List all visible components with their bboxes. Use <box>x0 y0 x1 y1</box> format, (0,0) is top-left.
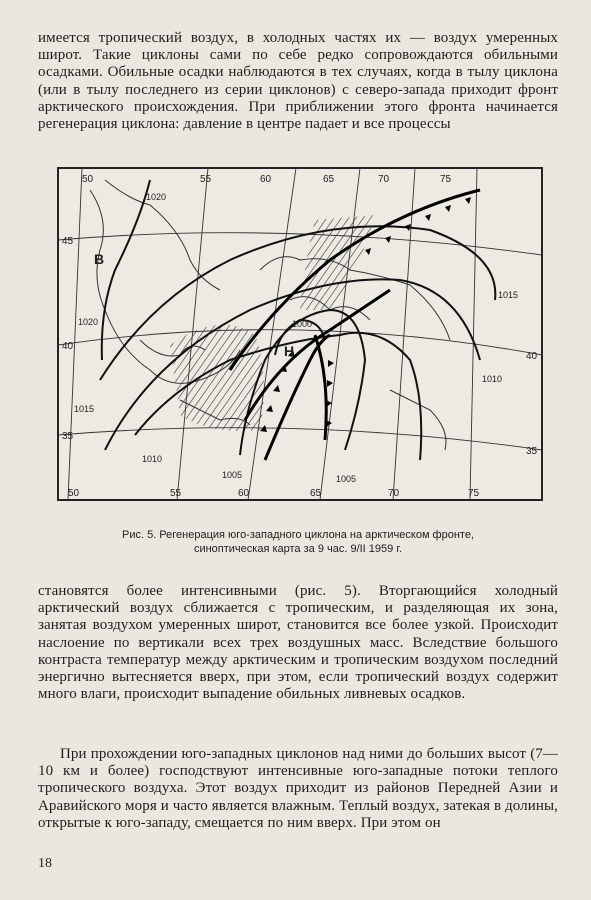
isobar-label: 1010 <box>482 374 503 384</box>
page-number: 18 <box>38 856 52 871</box>
lon-top-label: 55 <box>200 174 212 185</box>
synoptic-map <box>30 160 560 525</box>
isobar-label: 1015 <box>498 290 519 300</box>
body-paragraph-2: При прохождении юго-западных циклонов над ними до больших высот (7—10 км и более) господствуют интенсивные юго-западные потоки теплого тропического воздуха. Этот воздух приходит из районов Передней Азии и Аравийского моря и часто является влажным. Теплый воздух, затекая в долины, открытые к юго-западу, смещается по ним вверх. При этом он <box>38 746 558 831</box>
lon-top-label: 60 <box>260 174 272 185</box>
isobar-label: 1005 <box>222 470 243 480</box>
isobar-label: 1020 <box>146 192 167 202</box>
lat-left-label: 45 <box>62 236 74 247</box>
lon-bottom-label: 55 <box>170 488 182 499</box>
isobar-label: 1000 <box>292 319 313 329</box>
lat-right-label: 40 <box>526 351 538 362</box>
lon-bottom-label: 75 <box>468 488 480 499</box>
caption-line-1: Рис. 5. Регенерация юго-западного циклона на арктическом фронте, <box>121 529 475 541</box>
lon-bottom-label: 60 <box>238 488 250 499</box>
lon-bottom-label: 50 <box>68 488 80 499</box>
lon-top-label: 70 <box>378 174 390 185</box>
lon-top-label: 50 <box>82 174 94 185</box>
lat-left-label: 40 <box>62 341 74 352</box>
high-pressure-label: В <box>94 251 105 267</box>
lat-left-label: 35 <box>62 431 74 442</box>
low-pressure-label: Н <box>284 343 295 359</box>
lon-bottom-label: 65 <box>310 488 322 499</box>
caption-line-2: синоптическая карта за 9 час. 9/II 1959 г. <box>193 543 403 555</box>
synoptic-map-figure <box>30 160 560 530</box>
body-paragraph-1: становятся более интенсивными (рис. 5). Вторгающийся холодный арктический воздух сближается с тропическим, и разделяющая их зона, занятая воздухом умеренных широт, становится все более узкой. Происходит наслоение по вертикали всех трех воздушных масс. Вследствие большого контраста температур между арктическим и тропическим воздухом последний энергично вытесняется вверх, при этом, если тропический воздух содержит много влаги, происходит выпадение обильных ливневых осадков. <box>38 583 558 703</box>
isobar-label: 1010 <box>142 454 163 464</box>
top-paragraph: имеется тропический воздух, в холодных частях их — воздух умеренных широт. Такие циклоны сами по себе редко сопровождаются обильными осадками. Обильные осадки наблюдаются в тех случаях, когда в тылу циклона (или в тылу последнего из серии циклонов) с северо-запада приходит фронт арктического происхождения. При приближении этого фронта начинается регенерация циклона: давление в центре падает и все процессы <box>38 30 558 133</box>
isobar-label: 1020 <box>78 317 99 327</box>
lon-bottom-label: 70 <box>388 488 400 499</box>
isobar-label: 1005 <box>336 474 357 484</box>
lat-right-label: 35 <box>526 446 538 457</box>
lon-top-label: 65 <box>323 174 335 185</box>
lon-top-label: 75 <box>440 174 452 185</box>
isobar-label: 1015 <box>74 404 95 414</box>
figure-caption <box>60 528 536 556</box>
